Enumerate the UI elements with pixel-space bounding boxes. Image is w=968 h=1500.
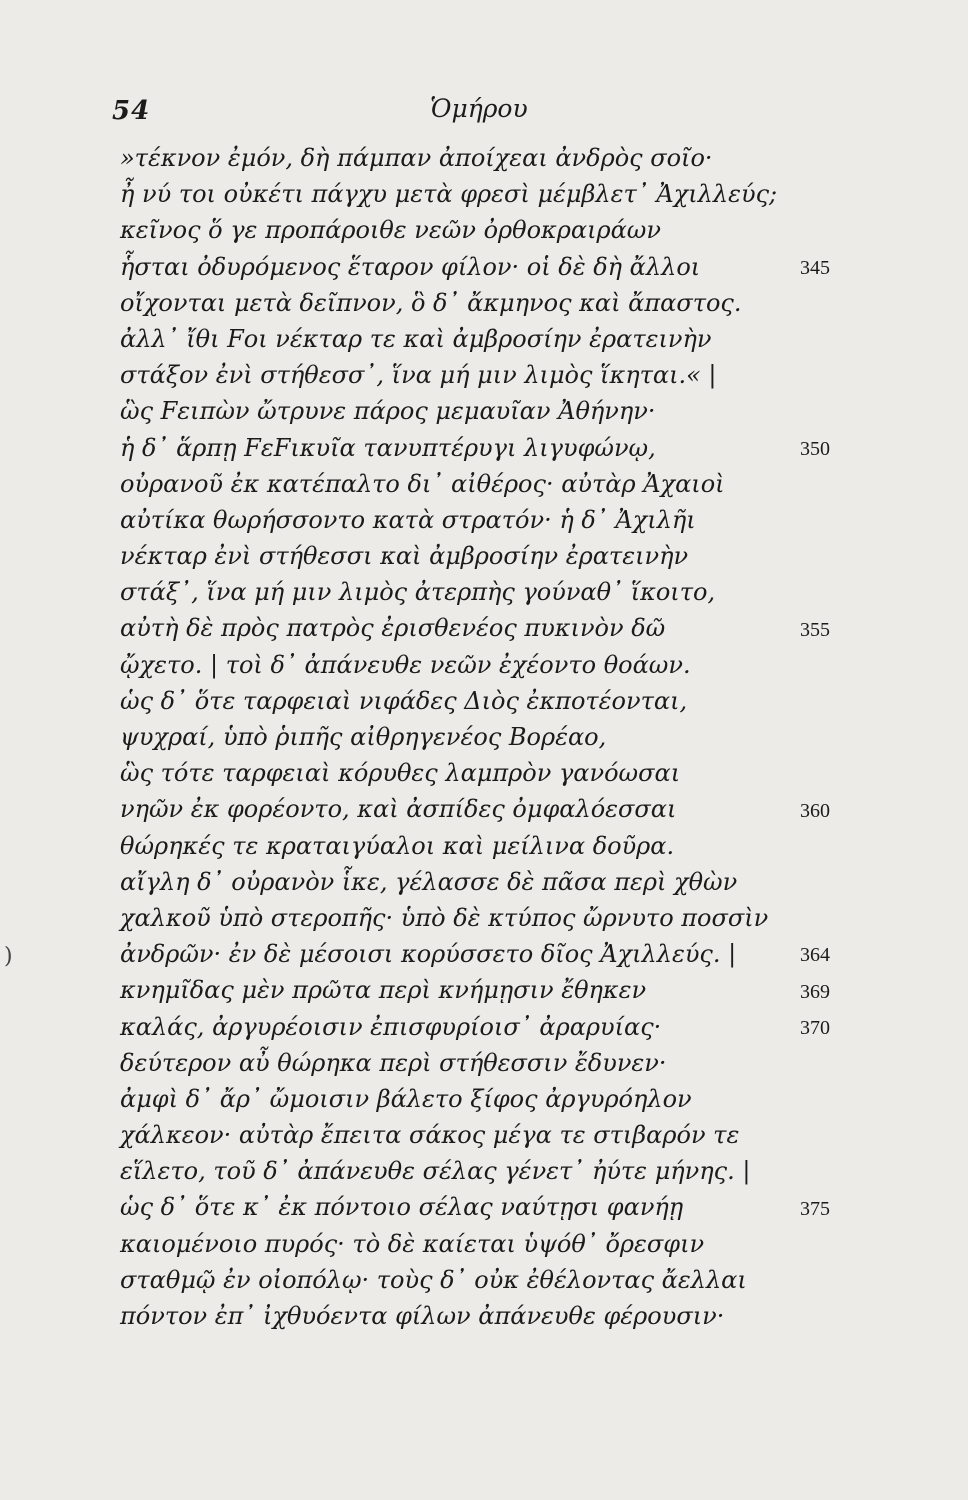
line-number: 375 [800, 1197, 830, 1220]
verse-line: ἧσται ὀδυρόμενος ἕταρον φίλον· οἱ δὲ δὴ ἄλλοι [120, 252, 701, 281]
line-number: 364 [800, 944, 830, 967]
line-number: 360 [800, 799, 830, 822]
verse-line: αἴγλη δ᾽ οὐρανὸν ἷκε, γέλασσε δὲ πᾶσα περὶ χθὼν [120, 867, 738, 896]
verse-line: εἵλετο, τοῦ δ᾽ ἀπάνευθε σέλας γένετ᾽ ἠύτε μήνης. | [120, 1157, 751, 1186]
line-number: 345 [800, 256, 830, 279]
page-number: 54 [112, 96, 151, 126]
verse-line: ὣς τότε ταρφειαὶ κόρυθες λαμπρὸν γανόωσαι [120, 759, 681, 788]
verse-line: ὡς δ᾽ ὅτε κ᾽ ἐκ πόντοιο σέλας ναύτῃσι φανήῃ [120, 1193, 684, 1222]
verse-line: ὡς δ᾽ ὅτε ταρφειαὶ νιφάδες Διὸς ἐκποτέονται, [120, 686, 688, 715]
verse-line: ἀλλ᾽ ἴθι Fοι νέκταρ τε καὶ ἀμβροσίην ἐρατεινὴν [120, 324, 712, 353]
verse-line: στάξ᾽, ἵνα μή μιν λιμὸς ἀτερπὴς γούναθ᾽ ἵκοιτο, [120, 578, 716, 607]
verse-line: οὐρανοῦ ἐκ κατέπαλτο δι᾽ αἰθέρος· αὐτὰρ Ἀχαιοὶ [120, 469, 725, 498]
verse-line: ἡ δ᾽ ἅρπῃ FεFικυῖα τανυπτέρυγι λιγυφώνῳ, [120, 433, 656, 462]
verse-line: δεύτερον αὖ θώρηκα περὶ στήθεσσιν ἔδυνεν· [120, 1048, 667, 1077]
verse-line: κνημῖδας μὲν πρῶτα περὶ κνήμῃσιν ἔθηκεν [120, 976, 647, 1005]
verse-line: καιομένοιο πυρός· τὸ δὲ καίεται ὑψόθ᾽ ὄρεσφιν [120, 1229, 705, 1258]
line-number: 355 [800, 618, 830, 641]
verse-line: οἴχονται μετὰ δεῖπνον, ὃ δ᾽ ἄκμηνος καὶ ἄπαστος. [120, 288, 742, 317]
margin-mark: ) [4, 944, 13, 969]
verse-line: κεῖνος ὅ γε προπάροιθε νεῶν ὀρθοκραιράων [120, 216, 661, 245]
running-head: Ὁμήρου [430, 94, 528, 123]
verse-line: αὐτὴ δὲ πρὸς πατρὸς ἐρισθενέος πυκινὸν δῶ [120, 614, 666, 643]
verse-line: χάλκεον· αὐτὰρ ἔπειτα σάκος μέγα τε στιβαρόν τε [120, 1121, 740, 1150]
verse-line: στάξον ἐνὶ στήθεσσ᾽, ἵνα μή μιν λιμὸς ἵκηται.« | [120, 361, 717, 390]
verse-line: ἦ νύ τοι οὐκέτι πάγχυ μετὰ φρεσὶ μέμβλετ᾽ Ἀχιλλεύς; [120, 180, 778, 209]
line-number: 350 [800, 437, 830, 460]
verse-block [120, 140, 820, 1334]
verse-line: πόντον ἐπ᾽ ἰχθυόεντα φίλων ἀπάνευθε φέρουσιν· [120, 1302, 725, 1330]
verse-line: χαλκοῦ ὑπὸ στεροπῆς· ὑπὸ δὲ κτύπος ὤρνυτο ποσσὶν [120, 903, 769, 932]
verse-line: ὣς Fειπὼν ὤτρυνε πάρος μεμαυῖαν Ἀθήνην· [120, 397, 656, 426]
verse-line: αὐτίκα θωρήσσοντο κατὰ στρατόν· ἡ δ᾽ Ἀχιλῆι [120, 505, 696, 534]
verse-line: νέκταρ ἐνὶ στήθεσσι καὶ ἀμβροσίην ἐρατεινὴν [120, 542, 689, 571]
verse-line: ἀμφὶ δ᾽ ἄρ᾽ ὤμοισιν βάλετο ξίφος ἀργυρόηλον [120, 1084, 692, 1113]
verse-line: »τέκνον ἐμόν, δὴ πάμπαν ἀποίχεαι ἀνδρὸς σοῖο· [120, 144, 713, 172]
line-number: 369 [800, 980, 830, 1003]
verse-line: θώρηκές τε κραταιγύαλοι καὶ μείλινα δοῦρα. [120, 831, 675, 860]
line-number: 370 [800, 1016, 830, 1039]
verse-line: νηῶν ἐκ φορέοντο, καὶ ἀσπίδες ὀμφαλόεσσαι [120, 795, 677, 824]
verse-line: σταθμῷ ἐν οἰοπόλῳ· τοὺς δ᾽ οὐκ ἐθέλοντας ἄελλαι [120, 1265, 747, 1294]
verse-line: ψυχραί, ὑπὸ ῥιπῆς αἰθρηγενέος Βορέαο, [120, 723, 607, 751]
verse-line: ἀνδρῶν· ἐν δὲ μέσοισι κορύσσετο δῖος Ἀχιλλεύς. | [120, 940, 737, 969]
verse-line: καλάς, ἀργυρέοισιν ἐπισφυρίοισ᾽ ἀραρυίας· [120, 1012, 662, 1041]
verse-line: ᾤχετο. | τοὶ δ᾽ ἀπάνευθε νεῶν ἐχέοντο θοάων. [120, 650, 691, 679]
